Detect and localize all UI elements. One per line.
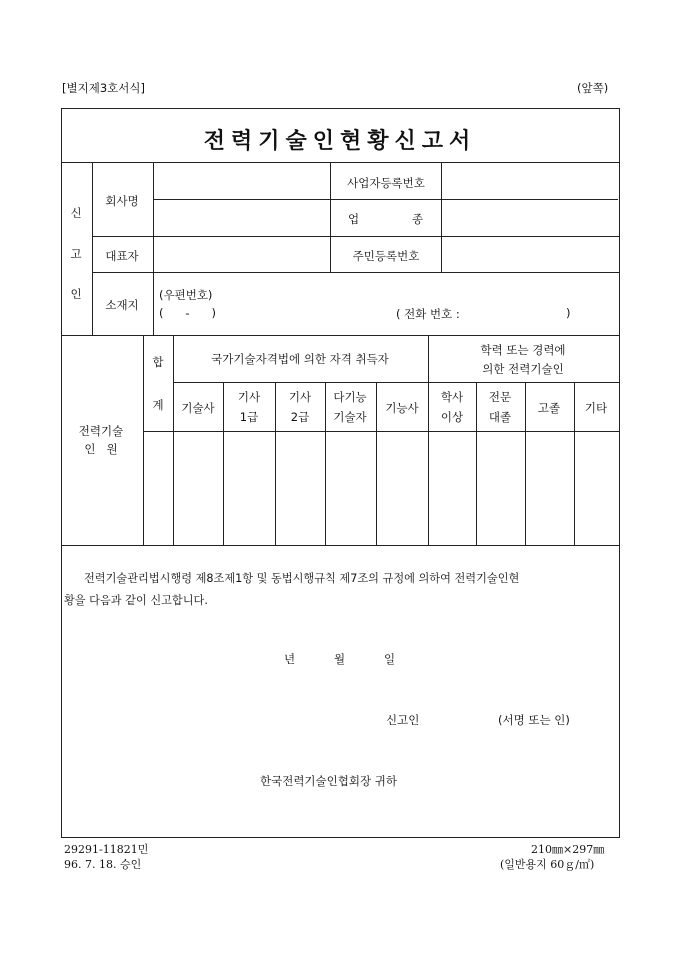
staff-other-cell[interactable]	[575, 432, 618, 545]
col-multi-skill-b: 기술자	[333, 410, 367, 424]
staff-row-label-2: 인 원	[84, 442, 118, 456]
total-label-1: 합	[152, 355, 164, 369]
col-craftsman: 기능사	[385, 401, 419, 415]
staff-engineer-cell[interactable]	[174, 432, 223, 545]
col-college-a: 전문	[488, 390, 512, 404]
col-industrial-1-b: 1급	[239, 410, 259, 424]
business-registration-label: 사업자등록번호	[347, 176, 425, 190]
col-industrial-2-b: 2급	[290, 410, 310, 424]
form-number: [별지제3호서식]	[62, 81, 145, 95]
footer-paper-type: (일반용지 60ｇ/㎡)	[500, 858, 595, 871]
col-other: 기타	[584, 401, 608, 415]
staff-row-label-1: 전력기술	[78, 424, 124, 438]
postcode-label: (우편번호)	[159, 288, 213, 302]
company-name-field[interactable]	[154, 163, 330, 236]
signer-label: 신고인	[386, 713, 420, 727]
reporter-side-char-2: 고	[70, 247, 82, 261]
resident-number-label: 주민등록번호	[352, 249, 420, 263]
postcode-format: ( - )	[159, 306, 216, 320]
col-college-b: 대졸	[488, 410, 512, 424]
academic-header-2: 의한 전력기술인	[482, 362, 564, 376]
staff-college-cell[interactable]	[477, 432, 525, 545]
industry-label-second: 종	[412, 212, 424, 226]
reporter-side-char-3: 인	[70, 287, 82, 301]
page-side-label: (앞쪽)	[577, 81, 609, 95]
declaration-line-1: 전력기술관리법시행령 제8조제1항 및 동법시행규칙 제7조의 규정에 의하여 전력기술인현	[84, 572, 520, 585]
staff-multi-skill-cell[interactable]	[326, 432, 376, 545]
col-engineer: 기술사	[181, 401, 215, 415]
staff-highschool-cell[interactable]	[526, 432, 574, 545]
declaration-line-2: 황을 다음과 같이 신고합니다.	[64, 594, 208, 607]
representative-field[interactable]	[154, 237, 330, 272]
col-multi-skill-a: 다기능	[333, 390, 367, 404]
total-label-2: 계	[152, 398, 164, 412]
staff-industrial-2-cell[interactable]	[276, 432, 325, 545]
date-day: 일	[384, 652, 396, 666]
col-industrial-1-a: 기사	[237, 390, 261, 404]
staff-craftsman-cell[interactable]	[377, 432, 428, 545]
footer-code: 29291-11821민	[64, 843, 149, 856]
business-registration-field[interactable]	[442, 163, 618, 199]
staff-industrial-1-cell[interactable]	[224, 432, 275, 545]
company-name-label: 회사명	[105, 194, 139, 208]
date-year: 년	[284, 652, 296, 666]
col-bachelor-a: 학사	[440, 390, 464, 404]
staff-total-cell[interactable]	[144, 432, 173, 545]
address-label: 소재지	[105, 298, 139, 312]
reporter-side-char-1: 신	[70, 206, 82, 220]
form-title: 전력기술인현황신고서	[203, 128, 477, 154]
phone-label: ( 전화 번호 :	[396, 307, 460, 321]
phone-close: )	[566, 306, 571, 320]
resident-number-field[interactable]	[442, 237, 618, 272]
industry-label-first: 업	[348, 212, 360, 226]
national-qualification-header: 국가기술자격법에 의한 자격 취득자	[211, 352, 389, 366]
col-industrial-2-a: 기사	[288, 390, 312, 404]
footer-approval: 96. 7. 18. 승인	[64, 858, 142, 871]
signature-area[interactable]	[430, 705, 494, 729]
academic-header-1: 학력 또는 경력에	[480, 343, 566, 357]
col-bachelor-b: 이상	[440, 410, 464, 424]
industry-field[interactable]	[442, 200, 618, 236]
date-month: 월	[334, 652, 346, 666]
representative-label: 대표자	[105, 249, 139, 263]
address-field[interactable]	[154, 273, 618, 335]
staff-bachelor-cell[interactable]	[429, 432, 476, 545]
recipient: 한국전력기술인협회장 귀하	[260, 774, 397, 788]
footer-paper-size: 210㎜×297㎜	[531, 843, 605, 856]
col-highschool: 고졸	[537, 401, 561, 415]
sign-or-seal-hint: (서명 또는 인)	[498, 713, 570, 727]
